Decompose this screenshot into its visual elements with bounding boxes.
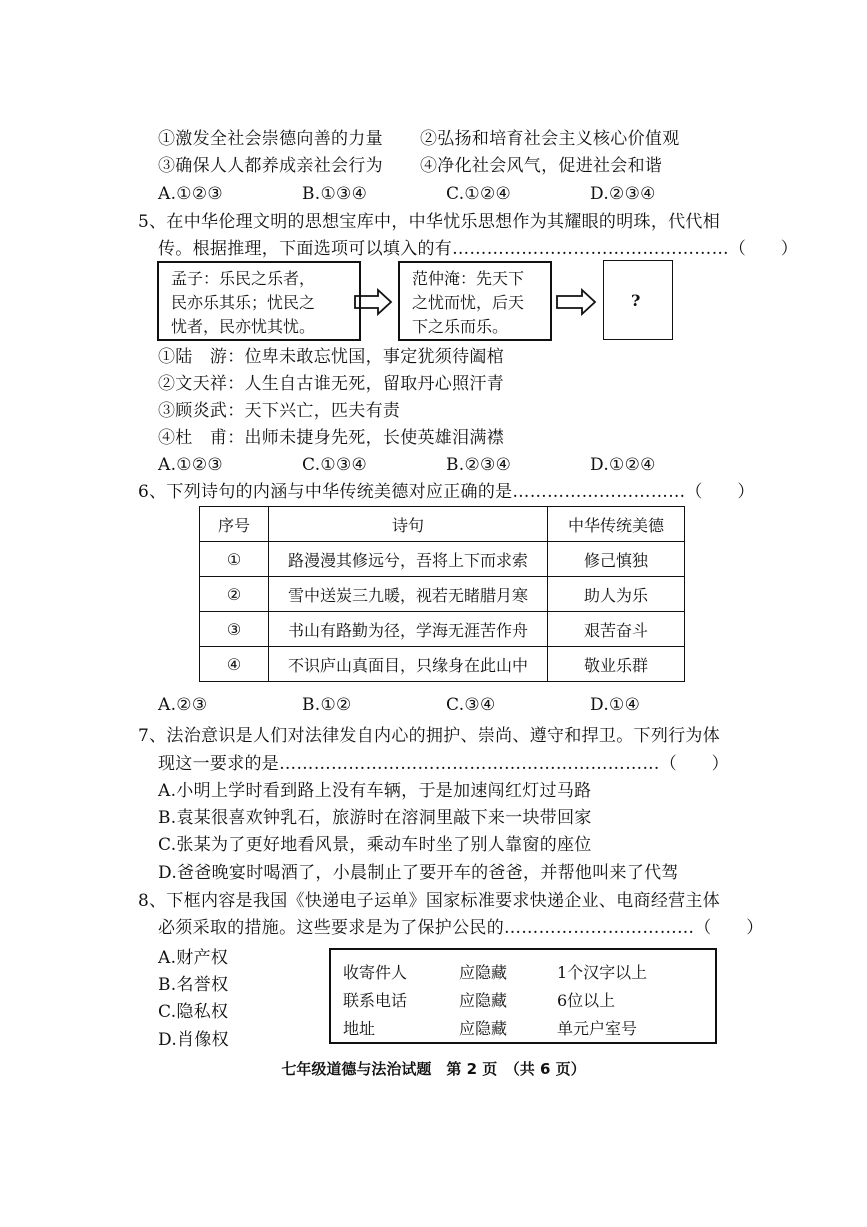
waybill-rule: 应隐藏 [459, 963, 508, 982]
page-footer: 七年级道德与法治试题 第 2 页 （共 6 页） [281, 1060, 586, 1078]
q5-mencius-box [157, 261, 361, 341]
q8-option-a: A.财产权 [158, 948, 229, 968]
column-header-virtue: 中华传统美德 [548, 507, 685, 542]
row-poem: 书山有路勤为径，学海无涯苦作舟 [269, 612, 548, 647]
q5-option-b: B.②③④ [446, 455, 512, 475]
waybill-rule: 应隐藏 [459, 991, 508, 1010]
q6-stem: 6、下列诗句的内涵与中华传统美德对应正确的是…………………………（ ） [138, 482, 755, 502]
q4-option-d: D.②③④ [590, 184, 656, 204]
q8-waybill-box [329, 948, 717, 1044]
waybill-field: 地址 [343, 1019, 376, 1038]
column-header-index: 序号 [200, 507, 269, 542]
row-poem: 雪中送炭三九暖，视若无睹腊月寒 [269, 577, 548, 612]
row-poem: 不识庐山真面目，只缘身在此山中 [269, 647, 548, 682]
row-virtue: 艰苦奋斗 [548, 612, 685, 647]
q7-option-d: D.爸爸晚宴时喝酒了，小晨制止了要开车的爸爸，并帮他叫来了代驾 [158, 863, 679, 883]
q7-stem-line1: 7、法治意识是人们对法律发自内心的拥护、崇尚、遵守和捍卫。下列行为体 [138, 726, 721, 746]
q7-option-b: B.袁某很喜欢钟乳石，旅游时在溶洞里敲下来一块带回家 [158, 808, 592, 828]
q7-option-a: A.小明上学时看到路上没有车辆，于是加速闯红灯过马路 [158, 781, 592, 801]
q4-choice-1: ①激发全社会崇德向善的力量 [158, 129, 383, 149]
q5-unknown-box [603, 260, 673, 340]
q5-item-4: ④杜 甫：出师未捷身先死，长使英雄泪满襟 [158, 428, 504, 448]
right-arrow-icon [352, 288, 394, 316]
waybill-rule: 应隐藏 [459, 1019, 508, 1038]
q8-stem-line2: 必须采取的措施。这些要求是为了保护公民的……………………………（ ） [158, 918, 764, 938]
q4-choice-3: ③确保人人都养成亲社会行为 [158, 156, 383, 176]
q4-option-b: B.①③④ [302, 184, 368, 204]
row-virtue: 修己慎独 [548, 542, 685, 577]
waybill-detail: 1个汉字以上 [557, 963, 648, 982]
q5-fan-zhongyan-box [398, 261, 552, 341]
row-index: ② [200, 577, 269, 612]
row-virtue: 助人为乐 [548, 577, 685, 612]
q5-stem-line2: 传。根据推理，下面选项可以填入的有…………………………………………（ ） [158, 239, 799, 259]
q7-stem-line2: 现这一要求的是…………………………………………………………（ ） [158, 754, 729, 774]
q6-virtue-table [199, 506, 685, 682]
q4-option-a: A.①②③ [158, 184, 223, 204]
waybill-detail: 单元户室号 [557, 1019, 638, 1038]
table-row [200, 647, 685, 682]
q8-option-b: B.名誉权 [158, 975, 229, 995]
waybill-detail: 6位以上 [557, 991, 616, 1010]
q8-option-c: C.隐私权 [158, 1002, 229, 1022]
q4-option-c: C.①②④ [446, 184, 512, 204]
right-arrow-icon [554, 288, 598, 316]
column-header-poem: 诗句 [269, 507, 548, 542]
q8-option-d: D.肖像权 [158, 1030, 229, 1050]
q5-option-d: D.①②④ [590, 455, 656, 475]
row-index: ① [200, 542, 269, 577]
row-index: ③ [200, 612, 269, 647]
row-index: ④ [200, 647, 269, 682]
waybill-field: 联系电话 [343, 991, 408, 1010]
table-row [200, 577, 685, 612]
table-row [200, 612, 685, 647]
row-virtue: 敬业乐群 [548, 647, 685, 682]
q5-stem-line1: 5、在中华伦理文明的思想宝库中，中华忧乐思想作为其耀眼的明珠，代代相 [138, 212, 721, 232]
q5-item-2: ②文天祥：人生自古谁无死，留取丹心照汗青 [158, 374, 504, 394]
q4-choice-2: ②弘扬和培育社会主义核心价值观 [420, 129, 680, 149]
q5-question-mark: ? [631, 291, 641, 310]
q6-option-b: B.①② [302, 695, 352, 715]
q4-choice-4: ④净化社会风气，促进社会和谐 [420, 156, 663, 176]
q5-item-3: ③顾炎武：天下兴亡，匹夫有责 [158, 401, 401, 421]
waybill-field: 收寄件人 [343, 963, 408, 982]
q5-fan-zhongyan-quote: 范仲淹：先天下 之忧而忧，后天 下之乐而乐。 [412, 269, 525, 336]
q5-option-c: C.①③④ [302, 455, 368, 475]
table-header-row [200, 507, 685, 542]
q6-option-a: A.②③ [158, 695, 208, 715]
q8-stem-line1: 8、下框内容是我国《快递电子运单》国家标准要求快递企业、电商经营主体 [138, 891, 721, 911]
q5-item-1: ①陆 游：位卑未敢忘忧国，事定犹须待阖棺 [158, 347, 504, 367]
q7-option-c: C.张某为了更好地看风景，乘动车时坐了别人靠窗的座位 [158, 835, 592, 855]
q5-option-a: A.①②③ [158, 455, 223, 475]
table-row [200, 542, 685, 577]
row-poem: 路漫漫其修远兮，吾将上下而求索 [269, 542, 548, 577]
q5-mencius-quote: 孟子：乐民之乐者， 民亦乐其乐；忧民之 忧者，民亦忧其忧。 [171, 269, 316, 336]
q6-option-d: D.①④ [590, 695, 641, 715]
q6-option-c: C.③④ [446, 695, 496, 715]
